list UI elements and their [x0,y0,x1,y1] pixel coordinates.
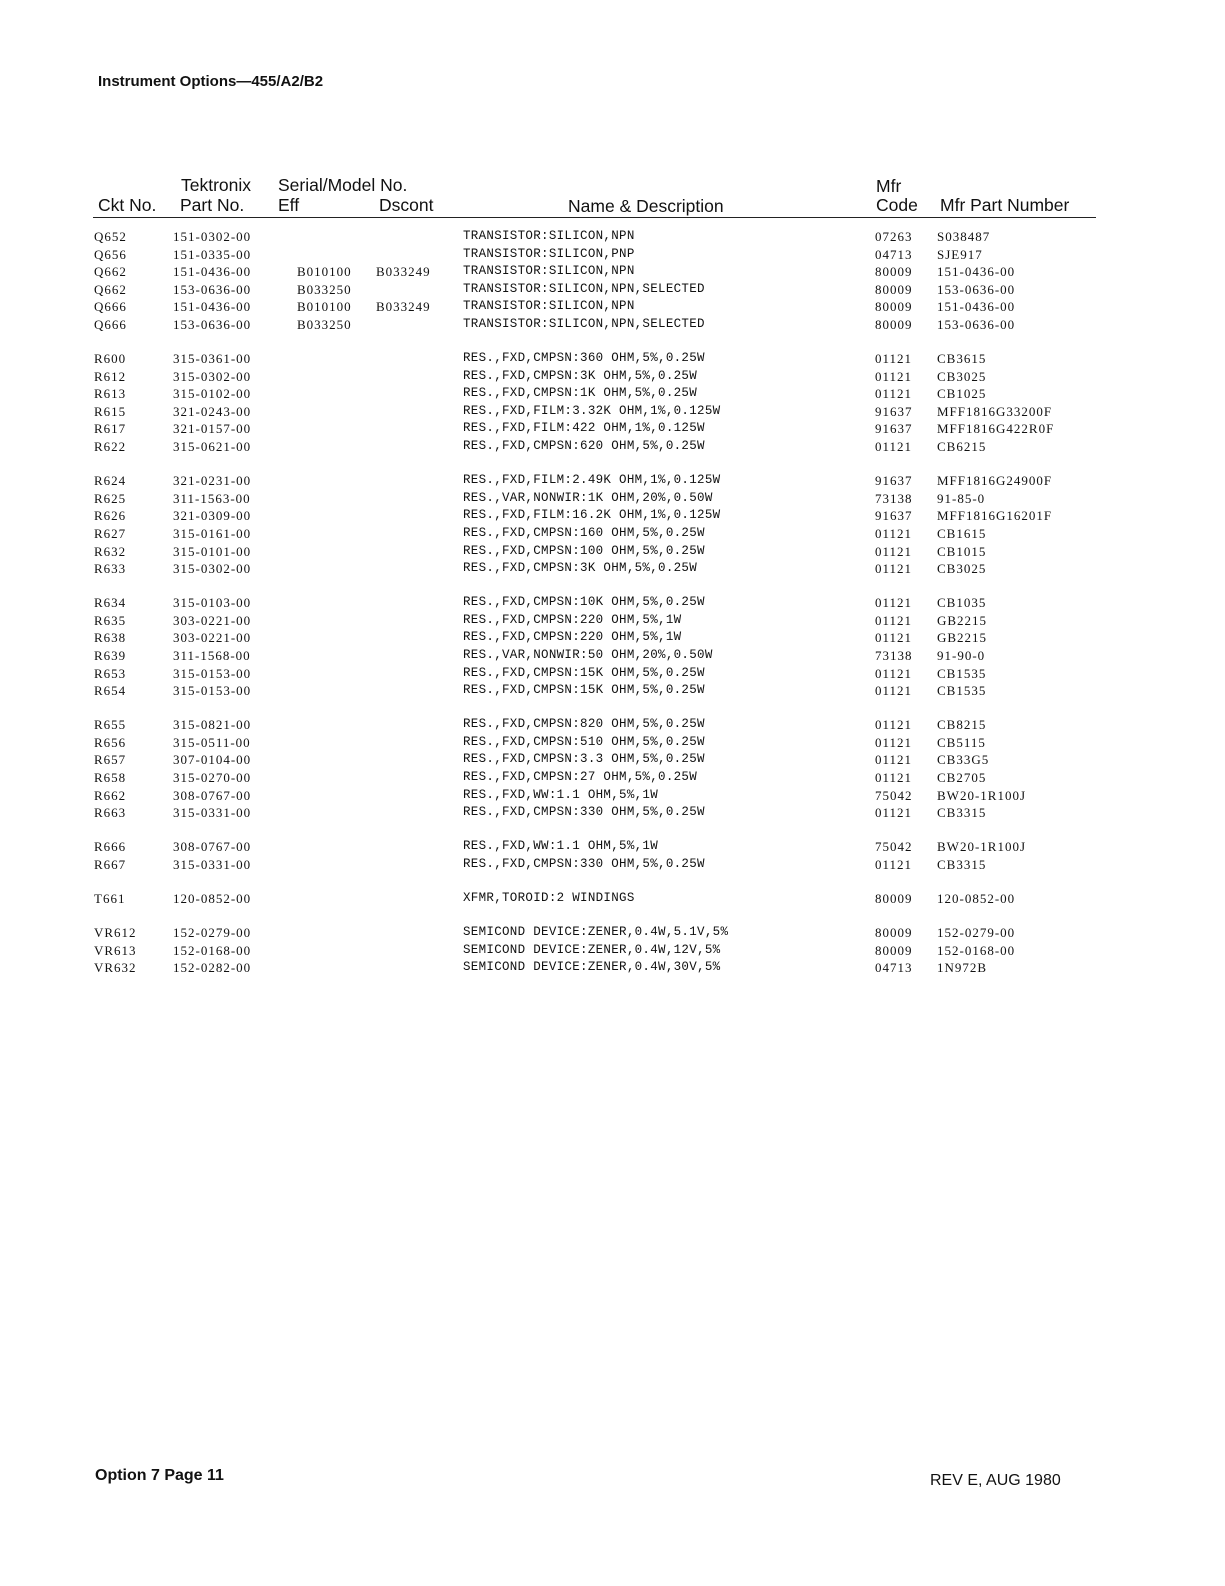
ckt-no: R613 [94,386,127,402]
table-row [0,490,1225,508]
serial-dscont: B033249 [376,299,431,315]
ckt-no: R622 [94,439,127,455]
name-description: TRANSISTOR:SILICON,NPN,SELECTED [463,316,705,331]
name-description: SEMICOND DEVICE:ZENER,0.4W,12V,5% [463,942,721,957]
part-no: 315-0331-00 [173,805,252,821]
part-no: 315-0511-00 [173,734,251,750]
mfr-code: 07263 [875,229,913,244]
part-no: 151-0302-00 [173,229,252,244]
mfr-code: 80009 [875,281,913,297]
col-serial-model: Serial/Model No. [278,175,408,195]
table-row [0,787,1225,805]
page-number: Option 7 Page 11 [95,1467,224,1484]
ckt-no: R627 [94,525,127,541]
mfr-part-number: CB1535 [937,683,987,699]
name-description: RES.,FXD,CMPSN:330 OHM,5%,0.25W [463,805,705,820]
table-row [0,959,1225,977]
table-row [0,420,1225,438]
table-row [0,682,1225,700]
table-row [0,298,1225,316]
part-no: 152-0168-00 [173,942,252,958]
part-no: 315-0331-00 [173,856,252,872]
mfr-part-number: 151-0436-00 [937,264,1016,280]
mfr-code: 01121 [875,752,913,768]
mfr-part-number: CB2705 [937,770,987,786]
col-tektronix: Tektronix [181,175,252,195]
table-row [0,281,1225,299]
mfr-part-number: 120-0852-00 [937,891,1016,906]
mfr-code: 01121 [875,856,913,872]
ckt-no: Q666 [94,316,127,332]
ckt-no: R633 [94,561,127,577]
name-description: RES.,FXD,CMPSN:100 OHM,5%,0.25W [463,543,705,558]
ckt-no: VR613 [94,942,137,958]
mfr-part-number: CB1015 [937,543,987,559]
mfr-code: 01121 [875,717,913,733]
mfr-code: 01121 [875,595,913,611]
table-row [0,507,1225,525]
row-group [0,228,1225,334]
mfr-part-number: GB2215 [937,630,988,646]
name-description: RES.,FXD,CMPSN:3K OHM,5%,0.25W [463,368,698,383]
mfr-part-number: 153-0636-00 [937,316,1016,332]
mfr-part-number: 91-90-0 [937,647,986,663]
mfr-code: 01121 [875,351,913,367]
mfr-part-number: SJE917 [937,246,983,262]
mfr-part-number: CB33G5 [937,752,990,768]
table-row [0,316,1225,334]
mfr-code: 01121 [875,630,913,646]
name-description: SEMICOND DEVICE:ZENER,0.4W,5.1V,5% [463,925,729,940]
name-description: RES.,FXD,WW:1.1 OHM,5%,1W [463,839,659,854]
col-dscont: Dscont [379,195,434,215]
name-description: RES.,FXD,CMPSN:330 OHM,5%,0.25W [463,856,705,871]
mfr-code: 01121 [875,386,913,402]
table-row [0,856,1225,874]
ckt-no: R639 [94,647,127,663]
name-description: RES.,FXD,CMPSN:1K OHM,5%,0.25W [463,386,698,401]
mfr-code: 80009 [875,299,913,315]
table-row [0,594,1225,612]
name-description: RES.,FXD,FILM:16.2K OHM,1%,0.125W [463,508,721,523]
ckt-no: T661 [94,891,126,906]
part-no: 315-0153-00 [173,665,252,681]
part-no: 321-0157-00 [173,421,252,437]
col-name-description: Name & Description [568,196,724,216]
mfr-code: 01121 [875,770,913,786]
name-description: RES.,FXD,CMPSN:620 OHM,5%,0.25W [463,439,705,454]
row-group [0,472,1225,578]
row-group [0,890,1225,908]
mfr-code: 80009 [875,316,913,332]
mfr-part-number: CB5115 [937,734,986,750]
ckt-no: VR612 [94,925,137,941]
part-no: 315-0821-00 [173,717,252,733]
row-group [0,350,1225,456]
serial-eff: B033250 [297,316,352,332]
name-description: RES.,FXD,FILM:2.49K OHM,1%,0.125W [463,473,721,488]
ckt-no: R656 [94,734,127,750]
name-description: RES.,FXD,CMPSN:160 OHM,5%,0.25W [463,525,705,540]
mfr-part-number: S038487 [937,229,991,244]
part-no: 321-0231-00 [173,473,252,489]
col-code: Code [876,195,918,215]
ckt-no: VR632 [94,960,137,976]
part-no: 315-0302-00 [173,368,252,384]
ckt-no: R632 [94,543,127,559]
mfr-part-number: 91-85-0 [937,490,986,506]
ckt-no: R625 [94,490,127,506]
name-description: RES.,FXD,CMPSN:27 OHM,5%,0.25W [463,770,698,785]
mfr-part-number: BW20-1R100J [937,787,1026,803]
table-row [0,525,1225,543]
row-group [0,594,1225,700]
part-no: 315-0102-00 [173,386,252,402]
name-description: SEMICOND DEVICE:ZENER,0.4W,30V,5% [463,960,721,975]
part-no: 303-0221-00 [173,612,252,628]
ckt-no: Q662 [94,281,127,297]
mfr-part-number: CB3315 [937,856,987,872]
name-description: RES.,VAR,NONWIR:1K OHM,20%,0.50W [463,490,713,505]
part-no: 315-0161-00 [173,525,252,541]
mfr-part-number: CB3315 [937,805,987,821]
mfr-part-number: CB8215 [937,717,987,733]
mfr-code: 01121 [875,734,913,750]
part-no: 315-0302-00 [173,561,252,577]
mfr-part-number: CB1615 [937,525,987,541]
ckt-no: R657 [94,752,127,768]
part-no: 308-0767-00 [173,839,252,855]
name-description: TRANSISTOR:SILICON,NPN [463,229,635,243]
mfr-code: 01121 [875,543,913,559]
mfr-part-number: CB6215 [937,439,987,455]
row-group [0,924,1225,977]
name-description: RES.,VAR,NONWIR:50 OHM,20%,0.50W [463,647,713,662]
table-row [0,838,1225,856]
table-row [0,438,1225,456]
mfr-part-number: MFF1816G16201F [937,508,1053,524]
name-description: RES.,FXD,CMPSN:510 OHM,5%,0.25W [463,734,705,749]
col-part-no: Part No. [180,195,245,215]
part-no: 153-0636-00 [173,316,252,332]
serial-dscont: B033249 [376,264,431,280]
mfr-code: 73138 [875,490,913,506]
part-no: 120-0852-00 [173,891,252,906]
mfr-code: 91637 [875,403,913,419]
mfr-part-number: MFF1816G24900F [937,473,1053,489]
serial-eff: B010100 [297,264,352,280]
row-group [0,838,1225,873]
mfr-code: 80009 [875,925,913,941]
table-row [0,368,1225,386]
table-row [0,665,1225,683]
mfr-part-number: MFF1816G422R0F [937,421,1055,437]
serial-eff: B010100 [297,299,352,315]
mfr-code: 80009 [875,942,913,958]
part-no: 151-0436-00 [173,264,252,280]
name-description: RES.,FXD,CMPSN:15K OHM,5%,0.25W [463,683,705,698]
mfr-part-number: MFF1816G33200F [937,403,1053,419]
ckt-no: R624 [94,473,127,489]
ckt-no: R615 [94,403,127,419]
part-no: 152-0279-00 [173,925,252,941]
name-description: TRANSISTOR:SILICON,NPN [463,299,635,314]
row-group [0,716,1225,822]
header-rule [93,217,1096,218]
name-description: RES.,FXD,FILM:422 OHM,1%,0.125W [463,421,705,436]
ckt-no: Q652 [94,229,127,244]
table-row [0,228,1225,246]
ckt-no: R612 [94,368,127,384]
table-row [0,385,1225,403]
name-description: XFMR,TOROID:2 WINDINGS [463,891,635,905]
ckt-no: R653 [94,665,127,681]
part-no: 315-0361-00 [173,351,252,367]
part-no: 152-0282-00 [173,960,252,976]
mfr-code: 01121 [875,439,913,455]
mfr-code: 04713 [875,246,913,262]
part-no: 311-1563-00 [173,490,251,506]
ckt-no: R663 [94,805,127,821]
name-description: TRANSISTOR:SILICON,PNP [463,246,635,261]
name-description: RES.,FXD,CMPSN:15K OHM,5%,0.25W [463,665,705,680]
name-description: RES.,FXD,CMPSN:820 OHM,5%,0.25W [463,717,705,732]
part-no: 308-0767-00 [173,787,252,803]
table-row [0,716,1225,734]
mfr-code: 80009 [875,891,913,906]
col-ckt-no: Ckt No. [98,195,157,215]
mfr-part-number: 153-0636-00 [937,281,1016,297]
mfr-part-number: GB2215 [937,612,988,628]
col-mfr: Mfr [876,176,902,196]
col-mfr-part-number: Mfr Part Number [940,195,1070,215]
name-description: RES.,FXD,CMPSN:3K OHM,5%,0.25W [463,561,698,576]
table-row [0,751,1225,769]
ckt-no: R654 [94,683,127,699]
table-row [0,629,1225,647]
table-row [0,560,1225,578]
ckt-no: R634 [94,595,127,611]
table-row [0,734,1225,752]
revision-label: REV E, AUG 1980 [930,1472,1061,1489]
mfr-part-number: CB1035 [937,595,987,611]
table-row [0,350,1225,368]
part-no: 151-0436-00 [173,299,252,315]
name-description: RES.,FXD,CMPSN:220 OHM,5%,1W [463,630,682,645]
ckt-no: Q666 [94,299,127,315]
ckt-no: R626 [94,508,127,524]
mfr-code: 01121 [875,525,913,541]
mfr-code: 01121 [875,561,913,577]
part-no: 321-0309-00 [173,508,252,524]
ckt-no: Q656 [94,246,127,262]
mfr-part-number: CB3615 [937,351,987,367]
mfr-part-number: 1N972B [937,960,988,976]
part-no: 321-0243-00 [173,403,252,419]
name-description: RES.,FXD,CMPSN:220 OHM,5%,1W [463,612,682,627]
ckt-no: Q662 [94,264,127,280]
ckt-no: R600 [94,351,127,367]
name-description: RES.,FXD,CMPSN:10K OHM,5%,0.25W [463,595,705,610]
ckt-no: R638 [94,630,127,646]
table-row [0,890,1225,908]
mfr-part-number: 151-0436-00 [937,299,1016,315]
table-row [0,924,1225,942]
part-no: 315-0621-00 [173,439,252,455]
mfr-part-number: 152-0279-00 [937,925,1016,941]
part-no: 307-0104-00 [173,752,252,768]
table-row [0,246,1225,264]
table-row [0,612,1225,630]
mfr-code: 01121 [875,612,913,628]
mfr-code: 73138 [875,647,913,663]
mfr-code: 04713 [875,960,913,976]
table-row [0,647,1225,665]
name-description: TRANSISTOR:SILICON,NPN,SELECTED [463,281,705,296]
part-no: 315-0101-00 [173,543,252,559]
serial-eff: B033250 [297,281,352,297]
table-row [0,403,1225,421]
mfr-code: 80009 [875,264,913,280]
mfr-code: 01121 [875,683,913,699]
ckt-no: R667 [94,856,127,872]
mfr-code: 01121 [875,368,913,384]
page-header: Instrument Options—455/A2/B2 [98,73,324,90]
mfr-code: 01121 [875,805,913,821]
mfr-part-number: CB1535 [937,665,987,681]
ckt-no: R655 [94,717,127,733]
ckt-no: R662 [94,787,127,803]
name-description: RES.,FXD,FILM:3.32K OHM,1%,0.125W [463,403,721,418]
part-no: 311-1568-00 [173,647,251,663]
table-row [0,769,1225,787]
name-description: RES.,FXD,CMPSN:3.3 OHM,5%,0.25W [463,752,705,767]
mfr-code: 75042 [875,839,913,855]
mfr-part-number: 152-0168-00 [937,942,1016,958]
table-row [0,942,1225,960]
table-row [0,804,1225,822]
ckt-no: R635 [94,612,127,628]
mfr-code: 91637 [875,421,913,437]
part-no: 315-0103-00 [173,595,252,611]
name-description: RES.,FXD,WW:1.1 OHM,5%,1W [463,787,659,802]
col-eff: Eff [278,195,300,215]
table-row [0,472,1225,490]
ckt-no: R658 [94,770,127,786]
parts-list [0,228,1225,993]
mfr-code: 91637 [875,473,913,489]
part-no: 315-0270-00 [173,770,252,786]
name-description: TRANSISTOR:SILICON,NPN [463,264,635,279]
mfr-part-number: BW20-1R100J [937,839,1026,855]
mfr-part-number: CB3025 [937,368,987,384]
mfr-part-number: CB1025 [937,386,987,402]
part-no: 315-0153-00 [173,683,252,699]
table-row [0,543,1225,561]
name-description: RES.,FXD,CMPSN:360 OHM,5%,0.25W [463,351,705,366]
part-no: 153-0636-00 [173,281,252,297]
table-row [0,263,1225,281]
part-no: 151-0335-00 [173,246,252,262]
part-no: 303-0221-00 [173,630,252,646]
mfr-code: 91637 [875,508,913,524]
ckt-no: R617 [94,421,127,437]
mfr-code: 75042 [875,787,913,803]
mfr-part-number: CB3025 [937,561,987,577]
mfr-code: 01121 [875,665,913,681]
ckt-no: R666 [94,839,127,855]
